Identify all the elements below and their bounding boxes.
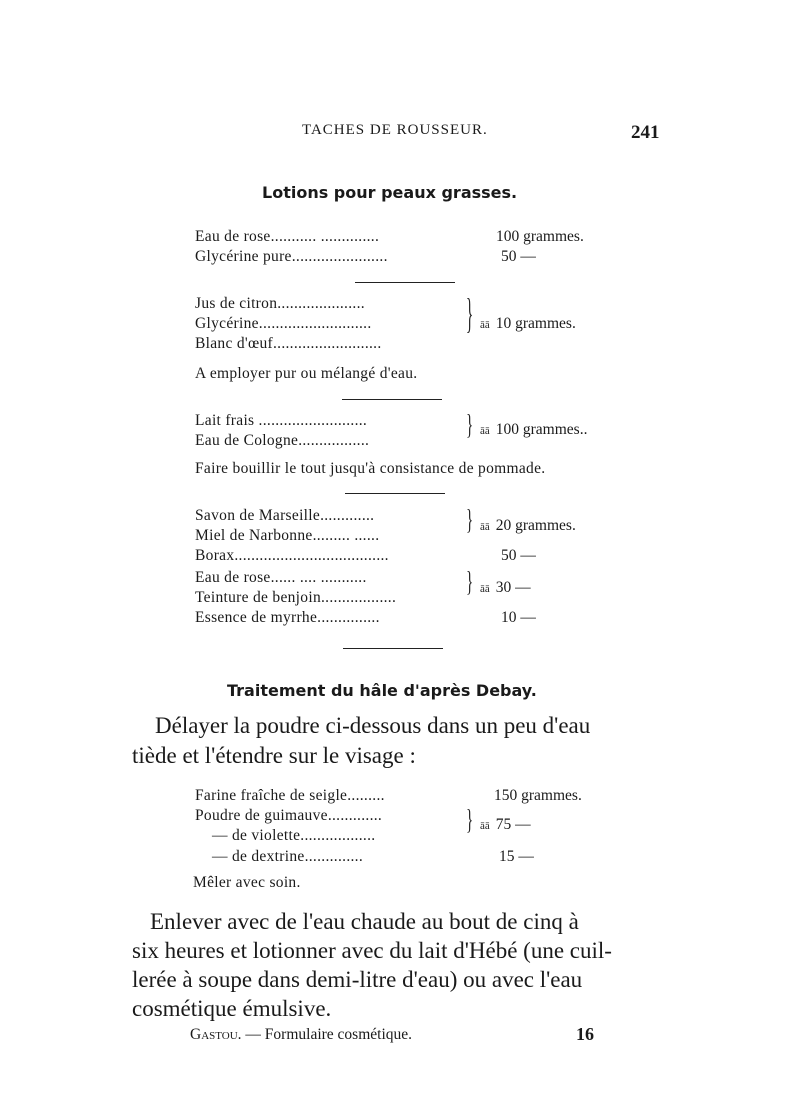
quantity-group-4b: [480, 579, 531, 597]
ingredient-poudre-de-dextrine: — de dextrine..............: [212, 848, 364, 865]
running-title: TACHES DE ROUSSEUR.: [302, 122, 488, 138]
quantity-glycerine-pure: 50 —: [501, 248, 536, 265]
section-heading-lotions: Lotions pour peaux grasses.: [262, 183, 518, 202]
brace-icon: }: [466, 294, 474, 339]
quantity-myrrhe: 10 —: [501, 609, 536, 626]
ana-mark: āā: [480, 521, 490, 533]
paragraph-line: cosmétique émulsive.: [132, 996, 332, 1021]
footer-title: — Formulaire cosmétique.: [241, 1026, 413, 1043]
ingredient-essence-de-myrrhe: Essence de myrrhe...............: [195, 609, 380, 626]
ingredient-glycerine: Glycérine...........................: [195, 315, 372, 332]
ingredient-farine: Farine fraîche de seigle.........: [195, 787, 385, 804]
quantity-value: 75 —: [495, 816, 531, 833]
paragraph-line: Délayer la poudre ci-dessous dans un peu d'eau: [155, 713, 591, 738]
paragraph-line: six heures et lotionner avec du lait d'Hébé (une cuil-: [132, 938, 612, 963]
paragraph-line: tiède et l'étendre sur le visage :: [132, 743, 416, 768]
ingredient-eau-de-rose: Eau de rose........... ..............: [195, 228, 380, 245]
ingredient-teinture-de-benjoin: Teinture de benjoin..................: [195, 589, 397, 606]
ana-mark: āā: [480, 820, 490, 832]
page-number: 241: [631, 122, 660, 143]
instruction-note: Mêler avec soin.: [193, 874, 301, 891]
ingredient-lait-frais: Lait frais ..........................: [195, 412, 368, 429]
footer-credit: [190, 1026, 412, 1044]
divider: [355, 282, 455, 283]
quantity-value: 10 grammes.: [495, 315, 576, 332]
divider: [345, 493, 445, 494]
ana-mark: āā: [480, 583, 490, 595]
ingredient-eau-de-rose-2: Eau de rose...... .... ...........: [195, 569, 367, 586]
divider: [343, 648, 443, 649]
quantity-group-2: [480, 315, 576, 333]
divider: [342, 399, 442, 400]
ingredient-poudre-de-guimauve: Poudre de guimauve.............: [195, 807, 383, 824]
ingredient-borax: Borax.....................................: [195, 547, 389, 564]
quantity-farine: 150 grammes.: [494, 787, 582, 804]
ingredient-poudre-de-violette: — de violette..................: [212, 827, 376, 844]
section-heading-hale: Traitement du hâle d'après Debay.: [227, 681, 537, 700]
ana-mark: āā: [480, 425, 490, 437]
quantity-value: 20 grammes.: [495, 517, 576, 534]
quantity-eau-de-rose: 100 grammes.: [496, 228, 584, 245]
brace-icon: }: [466, 806, 474, 837]
quantity-value: 100 grammes..: [495, 421, 588, 438]
quantity-poudres: [480, 816, 531, 834]
instruction-note: A employer pur ou mélangé d'eau.: [195, 365, 418, 382]
quantity-group-3: [480, 421, 587, 439]
quantity-group-4a: [480, 517, 576, 535]
quantity-dextrine: 15 —: [499, 848, 534, 865]
ingredient-savon-de-marseille: Savon de Marseille.............: [195, 507, 375, 524]
ingredient-jus-de-citron: Jus de citron.....................: [195, 295, 365, 312]
ingredient-glycerine-pure: Glycérine pure.......................: [195, 248, 388, 265]
ingredient-eau-de-cologne: Eau de Cologne.................: [195, 432, 370, 449]
ingredient-blanc-d-oeuf: Blanc d'œuf..........................: [195, 335, 382, 352]
paragraph-line: Enlever avec de l'eau chaude au bout de cinq à: [150, 909, 579, 934]
quantity-borax: 50 —: [501, 547, 536, 564]
signature-number: 16: [576, 1024, 594, 1044]
ingredient-miel-de-narbonne: Miel de Narbonne......... ......: [195, 527, 380, 544]
brace-icon: }: [466, 568, 474, 599]
quantity-value: 30 —: [495, 579, 531, 596]
ana-mark: āā: [480, 319, 490, 331]
footer-author: Gastou.: [190, 1026, 242, 1043]
paragraph-line: lerée à soupe dans demi-litre d'eau) ou avec l'eau: [132, 967, 583, 992]
brace-icon: }: [466, 411, 474, 442]
instruction-note: Faire bouillir le tout jusqu'à consistance de pommade.: [195, 460, 546, 477]
brace-icon: }: [466, 506, 474, 537]
